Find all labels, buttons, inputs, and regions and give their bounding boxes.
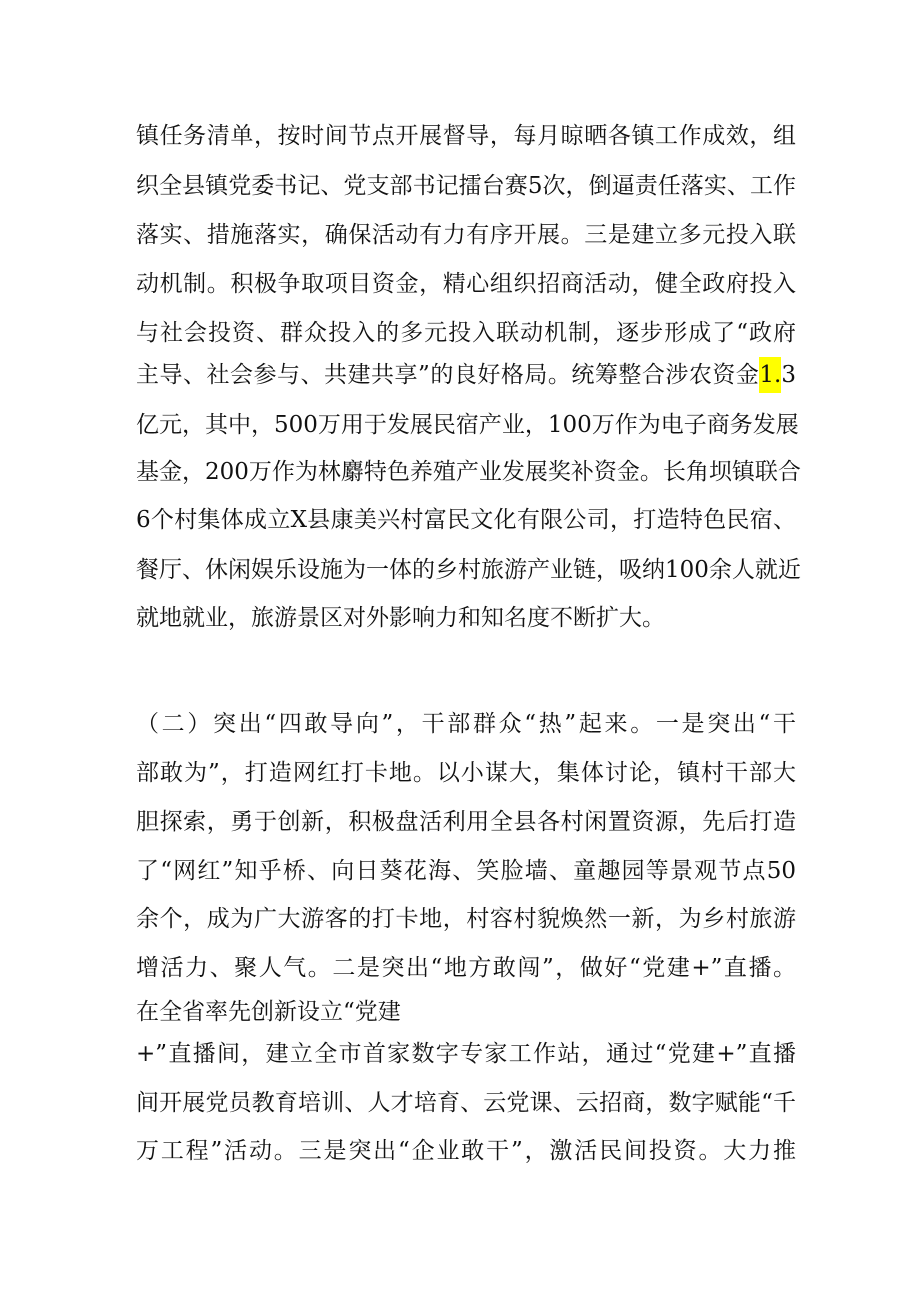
text-segment: 主导、社会参与、共建共享”的良好格局。统筹整合涉农资金 xyxy=(136,362,760,388)
text-line: 落实、措施落实，确保活动有力有序开展。三是建立多元投入联 xyxy=(136,222,796,248)
text-line: 基金，200万作为林麝特色养殖产业发展奖补资金。长角坝镇联合 xyxy=(136,459,801,485)
text-line: 织全县镇党委书记、党支部书记擂台赛5次，倒逼责任落实、工作 xyxy=(136,173,796,199)
text-line: 在全省率先创新设立“党建 xyxy=(136,999,401,1025)
text-line: 万工程”活动。三是突出“企业敢干”，激活民间投资。大力推 xyxy=(136,1138,796,1164)
text-line: +”直播间，建立全市首家数字专家工作站，通过“党建+”直播 xyxy=(136,1041,796,1067)
text-line: 动机制。积极争取项目资金，精心组织招商活动，健全政府投入 xyxy=(136,271,796,297)
highlighted-number: 1. xyxy=(759,357,781,393)
text-line: 6个村集体成立X县康美兴村富民文化有限公司，打造特色民宿、 xyxy=(136,507,796,533)
text-line: 余个，成为广大游客的打卡地，村容村貌焕然一新，为乡村旅游 xyxy=(136,906,796,932)
text-line: 胆探索，勇于创新，积极盘活利用全县各村闲置资源，先后打造 xyxy=(136,809,796,835)
text-line: 部敢为”，打造网红打卡地。以小谋大，集体讨论，镇村干部大 xyxy=(136,760,796,786)
text-line: 亿元，其中，500万用于发展民宿产业，100万作为电子商务发展 xyxy=(136,412,799,438)
text-segment: 3 xyxy=(781,362,796,388)
text-line: （二）突出“四敢导向”，干部群众“热”起来。一是突出“干 xyxy=(136,711,796,737)
text-line xyxy=(136,355,796,395)
text-line: 镇任务清单，按时间节点开展督导，每月晾晒各镇工作成效，组 xyxy=(136,123,796,149)
text-line: 就地就业，旅游景区对外影响力和知名度不断扩大。 xyxy=(136,605,665,631)
text-line: 间开展党员教育培训、人才培育、云党课、云招商，数字赋能“千 xyxy=(136,1090,796,1116)
text-line: 餐厅、休闲娱乐设施为一体的乡村旅游产业链，吸纳100余人就近 xyxy=(136,557,801,583)
text-line: 增活力、聚人气。二是突出“地方敢闯”，做好“党建+”直播。 xyxy=(136,955,796,981)
text-line: 了“网红”知乎桥、向日葵花海、笑脸墙、童趣园等景观节点50 xyxy=(136,858,796,884)
text-line: 与社会投资、群众投入的多元投入联动机制，逐步形成了“政府 xyxy=(136,320,796,346)
